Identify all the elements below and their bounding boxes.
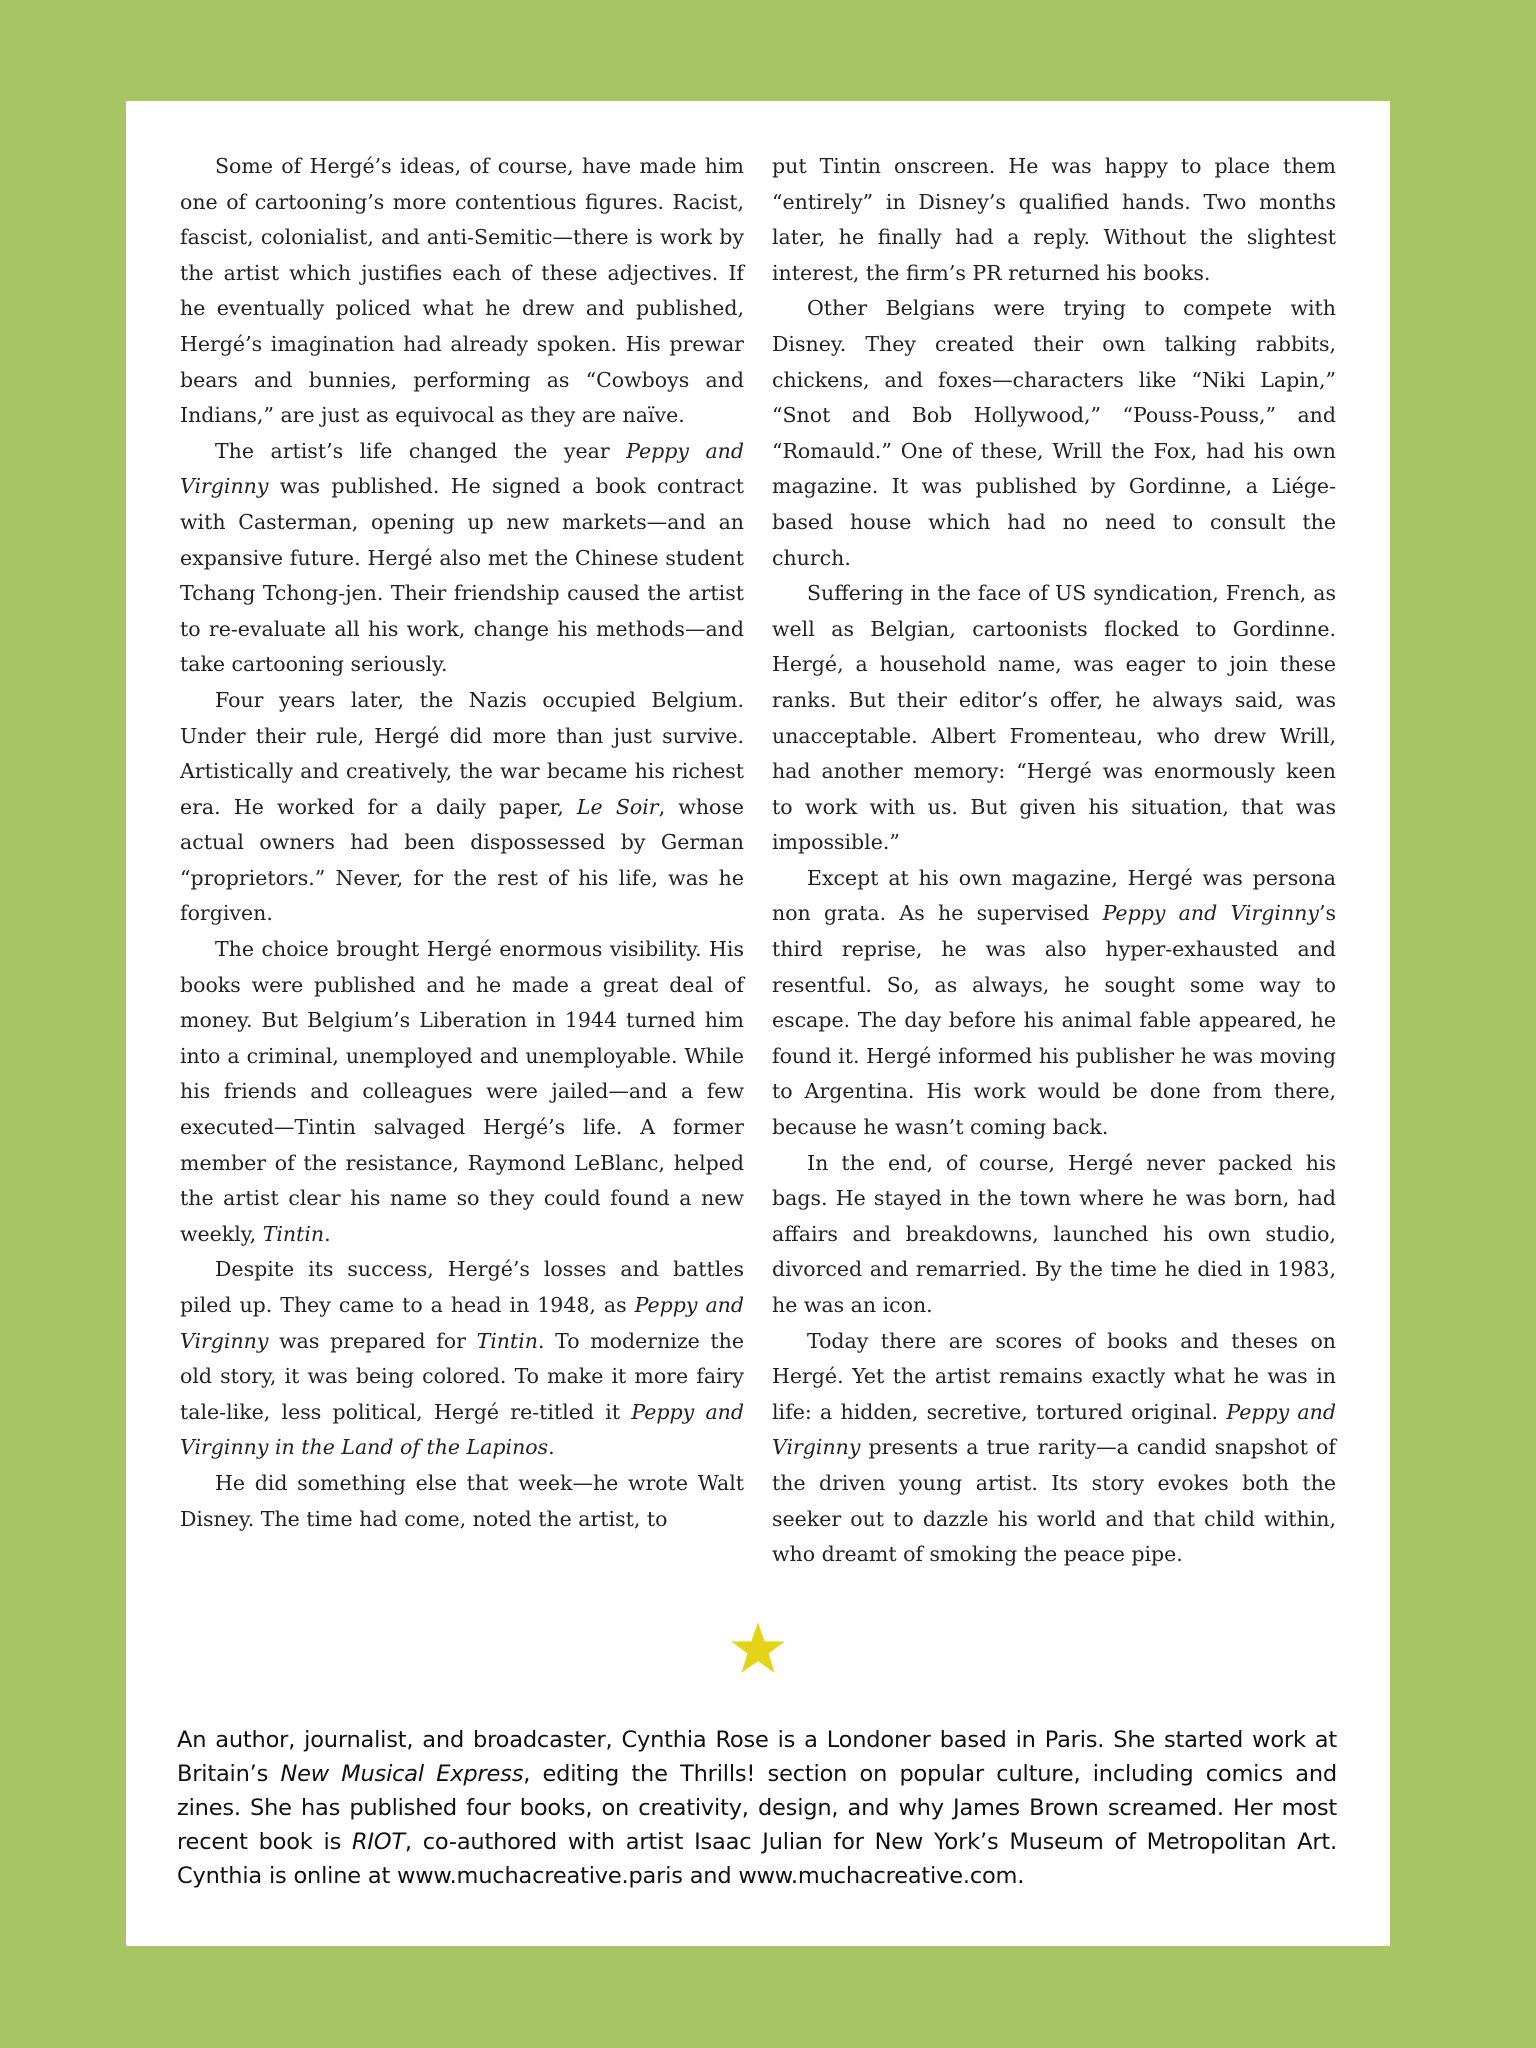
- paragraph: Despite its success, Hergé’s losses and battles piled up. They came to a head in 1948, as Peppy and Virginny was prepared for Tintin. To modernize the old story, it was being colored. To make it more fairy tale-like, less political, Hergé re-titled it Peppy and Virginny in the Land of the Lapinos.: [180, 1257, 744, 1460]
- paragraph: The choice brought Hergé enormous visibility. His books were published and he made a great deal of money. But Belgium’s Liberation in 1944 turned him into a criminal, unemployed and unemployable. While his friends and colleagues were jailed—and a few executed—Tintin salvaged Hergé’s life. A former member of the resistance, Raymond LeBlanc, helped the artist clear his name so they could found a new weekly, Tintin.: [180, 937, 744, 1246]
- book-title: Peppy and Virginny: [180, 1293, 744, 1353]
- book-title: Peppy and Virginny: [180, 438, 745, 499]
- paragraph: Except at his own magazine, Hergé was persona non grata. As he supervised Peppy and Virginny’s third reprise, he was also hyper-exhausted and resentful. So, as always, he sought some way to escape. The day before his animal fable appeared, he found it. Hergé informed his publisher he was moving to Argentina. His work would be done from there, because he wasn’t coming back.: [772, 865, 1336, 1140]
- paragraph: Some of Hergé’s ideas, of course, have made him one of cartooning’s more contentious figures. Racist, fascist, colonialist, and anti-Semitic—there is work by the artist which justifies each of these adjectives. If he eventually policed what he drew and published, Hergé’s imagination had already spoken. His prewar bears and bunnies, performing as “Cowboys and Indians,” are just as equivocal as they are naïve.: [180, 154, 744, 428]
- paragraph: Four years later, the Nazis occupied Belgium. Under their rule, Hergé did more than just survive. Artistically and creatively, the war became his richest era. He worked for a daily paper, Le Soir, whose actual owners had been dispossessed by German “proprietors.” Never, for the rest of his life, was he forgiven.: [180, 687, 745, 926]
- book-title: Peppy and Virginny: [1102, 901, 1319, 926]
- paragraph: Today there are scores of books and theses on Hergé. Yet the artist remains exactly what he was in life: a hidden, secretive, tortured original. Peppy and Virginny presents a true rarity—a candid snapshot of the driven young artist. Its story evokes both the seeker out to dazzle his world and that child within, who dreamt of smoking the peace pipe.: [772, 1328, 1336, 1567]
- paragraph: The artist’s life changed the year Peppy and Virginny was published. He signed a book contract with Casterman, opening up new markets—and an expansive future. Hergé also met the Chinese student Tchang Tchong-jen. Their friendship caused the artist to re-evaluate all his work, change his methods—and take cartooning seriously.: [180, 438, 745, 677]
- newspaper-title: Le Soir: [576, 794, 659, 819]
- paragraph: In the end, of course, Hergé never packed his bags. He stayed in the town where he was born, had affairs and breakdowns, launched his own studio, divorced and remarried. By the time he died in 1983, he was an icon.: [772, 1150, 1336, 1317]
- page: [126, 101, 1390, 1946]
- paragraph: put Tintin onscreen. He was happy to place them “entirely” in Disney’s qualified hands. Two months later, he finally had a reply. Without the slightest interest, the firm’s PR returned his books.: [772, 154, 1336, 285]
- star-icon: [730, 1621, 786, 1675]
- paragraph: Suffering in the face of US syndication, French, as well as Belgian, cartoonists flocked to Gordinne. Hergé, a household name, was eager to join these ranks. But their editor’s offer, he always said, was unacceptable. Albert Fromenteau, who drew Wrill, had another memory: “Hergé was enormously keen to work with us. But given his situation, that was impossible.”: [772, 581, 1336, 855]
- book-title: Peppy and Virginny in the Land of the Lapinos: [180, 1399, 744, 1460]
- magazine-title: Tintin: [476, 1328, 538, 1353]
- right-column: [772, 149, 1336, 1573]
- paragraph: Other Belgians were trying to compete with Disney. They created their own talking rabbits, chickens, and foxes—characters like “Niki Lapin,” “Snot and Bob Hollywood,” “Pouss-Pouss,” and “Romauld.” One of these, Wrill the Fox, had his own magazine. It was published by Gordinne, a Liége-based house which had no need to consult the church.: [772, 296, 1336, 570]
- article-body: [180, 149, 1336, 1573]
- publication-title: New Musical Express: [280, 1761, 524, 1787]
- magazine-title: Tintin: [262, 1221, 325, 1246]
- left-column: [180, 149, 744, 1573]
- author-bio: An author, journalist, and broadcaster, Cynthia Rose is a Londoner based in Paris. She started work at Britain’s New Musical Express, editing the Thrills! section on popular culture, including comics and zines. She has published four books, on creativity, design, and why James Brown screamed. Her most recent book is RIOT, co-authored with artist Isaac Julian for New York’s Museum of Metropolitan Art. Cynthia is online at www.muchacreative.paris and www.muchacreative.com.: [177, 1727, 1337, 1889]
- paragraph: He did something else that week—he wrote Walt Disney. The time had come, noted the artist, to: [180, 1470, 744, 1531]
- book-title: RIOT: [351, 1829, 405, 1855]
- book-title: Peppy and Virginny: [772, 1399, 1336, 1460]
